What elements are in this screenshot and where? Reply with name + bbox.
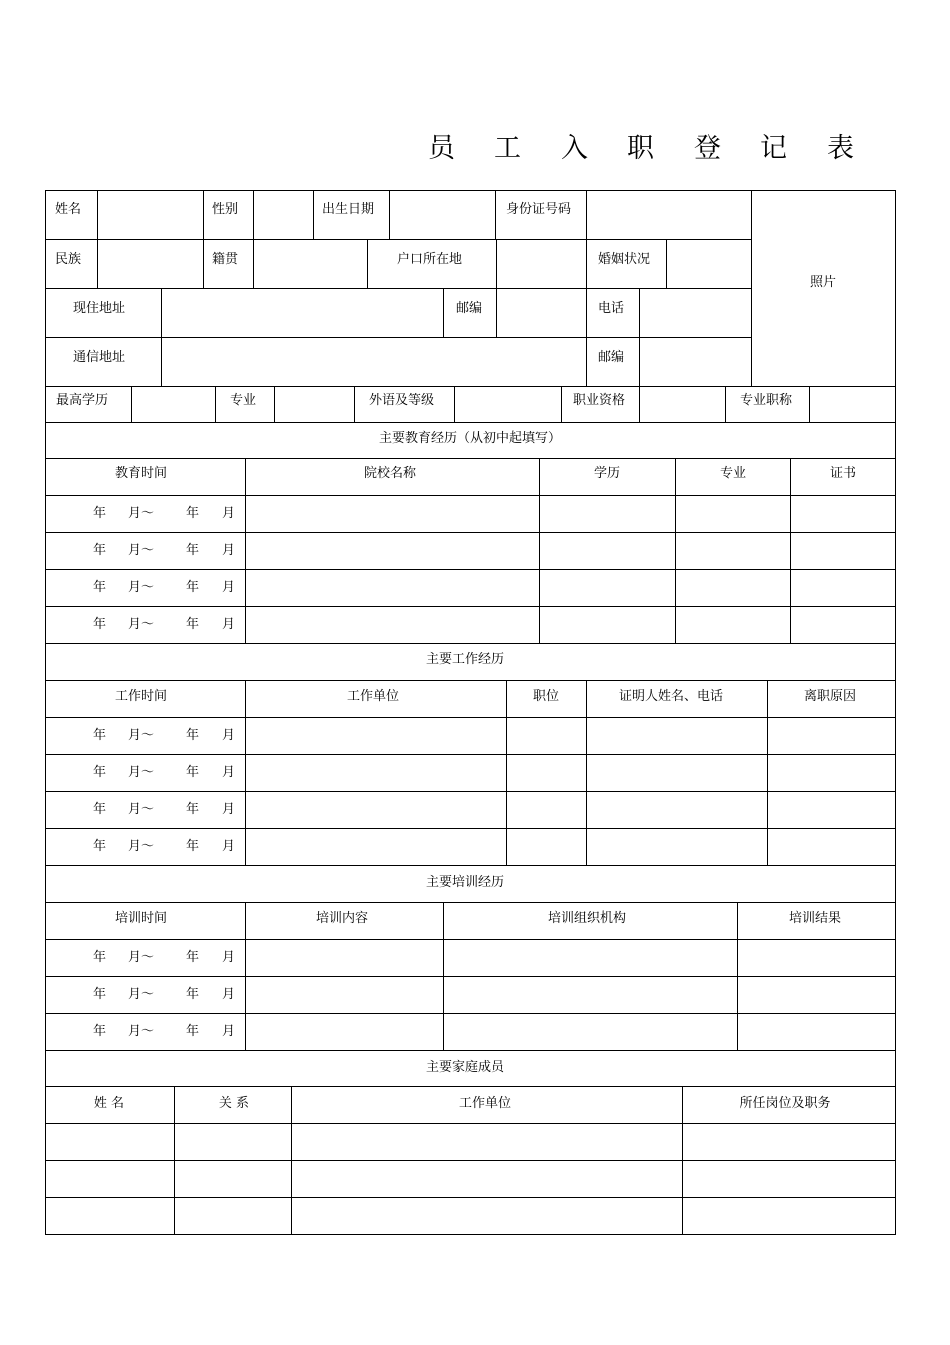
form-title — [0, 118, 950, 168]
grid-line — [496, 288, 497, 337]
name-field[interactable] — [98, 191, 202, 238]
border-line — [45, 190, 46, 1235]
date-range-text: 年 — [186, 543, 200, 558]
grid-line — [45, 754, 896, 755]
grid-line — [313, 190, 314, 239]
label-professional-title: 专业职称 — [740, 393, 793, 408]
title-char: 记 — [760, 133, 787, 164]
col-header: 工作单位 — [346, 689, 400, 704]
label-photo: 照片 — [809, 275, 837, 290]
grid-line — [274, 386, 275, 422]
grid-line — [215, 386, 216, 422]
grid-line — [767, 680, 768, 865]
title-char: 入 — [561, 133, 588, 164]
date-range-text: 年 — [93, 802, 107, 817]
date-range-text: 月 — [222, 617, 236, 632]
grid-line — [639, 386, 640, 422]
id-number-field[interactable] — [587, 191, 750, 238]
label-name: 姓名 — [55, 202, 82, 217]
date-range-text: 月～ — [128, 617, 155, 632]
grid-line — [45, 828, 896, 829]
date-range-text: 月～ — [128, 839, 155, 854]
grid-line — [45, 1086, 896, 1087]
label-gender: 性别 — [212, 202, 239, 217]
label-hukou: 户口所在地 — [397, 252, 463, 267]
date-range-text: 年 — [186, 765, 200, 780]
col-header: 培训结果 — [788, 911, 842, 926]
col-header: 培训时间 — [114, 911, 168, 926]
grid-line — [45, 865, 896, 866]
title-char: 职 — [627, 133, 654, 164]
date-range-text: 月 — [222, 765, 236, 780]
grid-line — [45, 532, 896, 533]
grid-line — [561, 386, 562, 422]
label-language: 外语及等级 — [369, 393, 435, 408]
label-phone: 电话 — [598, 301, 625, 316]
grid-line — [45, 939, 896, 940]
section-header-training: 主要培训经历 — [425, 875, 505, 890]
date-range-text: 月～ — [128, 543, 155, 558]
grid-line — [539, 458, 540, 643]
date-range-text: 月～ — [128, 950, 155, 965]
col-header: 工作单位 — [458, 1096, 512, 1111]
grid-line — [45, 239, 751, 240]
birth-date-field[interactable] — [390, 191, 494, 238]
col-header: 院校名称 — [363, 466, 417, 481]
date-range-text: 年 — [186, 1024, 200, 1039]
grid-line — [45, 643, 896, 644]
grid-line — [586, 239, 587, 288]
grid-line — [174, 1086, 175, 1234]
col-header: 培训内容 — [315, 911, 369, 926]
date-range-text: 年 — [186, 950, 200, 965]
label-current-address: 现住地址 — [73, 301, 126, 316]
date-range-text: 月 — [222, 802, 236, 817]
date-range-text: 月 — [222, 950, 236, 965]
grid-line — [291, 1086, 292, 1234]
col-header: 所任岗位及职务 — [739, 1096, 831, 1111]
grid-line — [496, 239, 497, 288]
grid-line — [45, 1013, 896, 1014]
grid-line — [495, 190, 496, 239]
title-char: 表 — [827, 133, 854, 164]
col-header: 证书 — [829, 466, 857, 481]
grid-line — [354, 386, 355, 422]
date-range-text: 年 — [93, 580, 107, 595]
date-range-text: 月～ — [128, 802, 155, 817]
col-header: 离职原因 — [803, 689, 857, 704]
grid-line — [586, 288, 587, 386]
grid-line — [45, 606, 896, 607]
grid-line — [725, 386, 726, 422]
border-line — [45, 1234, 896, 1235]
date-range-text: 月 — [222, 580, 236, 595]
grid-line — [45, 1197, 896, 1198]
grid-line — [253, 239, 254, 288]
grid-line — [245, 902, 246, 1050]
date-range-text: 月 — [222, 987, 236, 1002]
grid-line — [45, 976, 896, 977]
date-range-text: 月～ — [128, 580, 155, 595]
grid-line — [97, 239, 98, 288]
grid-line — [45, 791, 896, 792]
date-range-text: 年 — [93, 1024, 107, 1039]
label-ethnic: 民族 — [55, 252, 82, 267]
photo-box[interactable] — [752, 191, 894, 385]
grid-line — [443, 902, 444, 1050]
grid-line — [45, 1123, 896, 1124]
mailing-address-field[interactable] — [162, 338, 585, 385]
col-header: 关 系 — [218, 1096, 250, 1111]
grid-line — [790, 458, 791, 643]
label-zip: 邮编 — [456, 301, 483, 316]
title-char: 员 — [428, 133, 455, 164]
date-range-text: 年 — [93, 765, 107, 780]
grid-line — [737, 902, 738, 1050]
col-header: 教育时间 — [114, 466, 168, 481]
label-marital: 婚姻状况 — [598, 252, 651, 267]
date-range-text: 月 — [222, 506, 236, 521]
gender-field[interactable] — [254, 191, 312, 238]
title-char: 工 — [494, 133, 521, 164]
grid-line — [45, 569, 896, 570]
label-qualification: 职业资格 — [573, 393, 626, 408]
date-range-text: 月 — [222, 839, 236, 854]
date-range-text: 月 — [222, 728, 236, 743]
label-mailing-address: 通信地址 — [73, 350, 126, 365]
grid-line — [586, 680, 587, 865]
grid-line — [45, 902, 896, 903]
label-education-level: 最高学历 — [56, 393, 109, 408]
label-zip: 邮编 — [598, 350, 625, 365]
grid-line — [639, 288, 640, 386]
grid-line — [45, 680, 896, 681]
label-id-number: 身份证号码 — [506, 202, 572, 217]
section-header-work: 主要工作经历 — [425, 652, 505, 667]
grid-line — [682, 1086, 683, 1234]
col-header: 专业 — [719, 466, 747, 481]
col-header: 培训组织机构 — [547, 911, 627, 926]
label-birth: 出生日期 — [322, 202, 375, 217]
col-header: 学历 — [593, 466, 621, 481]
section-header-education: 主要教育经历（从初中起填写） — [378, 431, 562, 446]
date-range-text: 月～ — [128, 1024, 155, 1039]
registration-form-grid — [45, 190, 896, 1235]
grid-line — [245, 680, 246, 865]
col-header: 工作时间 — [114, 689, 168, 704]
grid-line — [45, 1050, 896, 1051]
date-range-text: 年 — [186, 617, 200, 632]
date-range-text: 年 — [93, 543, 107, 558]
date-range-text: 月～ — [128, 506, 155, 521]
date-range-text: 年 — [186, 580, 200, 595]
grid-line — [203, 239, 204, 288]
grid-line — [367, 239, 368, 288]
date-range-text: 月 — [222, 543, 236, 558]
date-range-text: 年 — [93, 839, 107, 854]
title-char: 登 — [694, 133, 721, 164]
date-range-text: 年 — [186, 839, 200, 854]
date-range-text: 年 — [186, 506, 200, 521]
col-header: 职位 — [532, 689, 560, 704]
grid-line — [454, 386, 455, 422]
date-range-text: 年 — [93, 987, 107, 1002]
date-range-text: 年 — [186, 728, 200, 743]
date-range-text: 月 — [222, 1024, 236, 1039]
grid-line — [245, 458, 246, 643]
date-range-text: 月～ — [128, 765, 155, 780]
grid-line — [45, 1160, 896, 1161]
border-line — [895, 190, 896, 1235]
date-range-text: 月～ — [128, 728, 155, 743]
grid-line — [666, 239, 667, 288]
date-range-text: 年 — [93, 728, 107, 743]
col-header: 姓 名 — [93, 1096, 125, 1111]
grid-line — [45, 717, 896, 718]
grid-line — [675, 458, 676, 643]
current-address-field[interactable] — [162, 289, 442, 336]
grid-line — [443, 288, 444, 337]
grid-line — [45, 458, 896, 459]
grid-line — [203, 190, 204, 239]
label-native-place: 籍贯 — [212, 252, 239, 267]
date-range-text: 年 — [186, 987, 200, 1002]
grid-line — [45, 422, 896, 423]
grid-line — [131, 386, 132, 422]
grid-line — [45, 495, 896, 496]
date-range-text: 年 — [186, 802, 200, 817]
date-range-text: 月～ — [128, 987, 155, 1002]
label-major: 专业 — [230, 393, 257, 408]
col-header: 证明人姓名、电话 — [618, 689, 724, 704]
grid-line — [506, 680, 507, 865]
grid-line — [809, 386, 810, 422]
grid-line — [45, 386, 896, 387]
date-range-text: 年 — [93, 950, 107, 965]
date-range-text: 年 — [93, 617, 107, 632]
section-header-family: 主要家庭成员 — [425, 1060, 505, 1075]
date-range-text: 年 — [93, 506, 107, 521]
